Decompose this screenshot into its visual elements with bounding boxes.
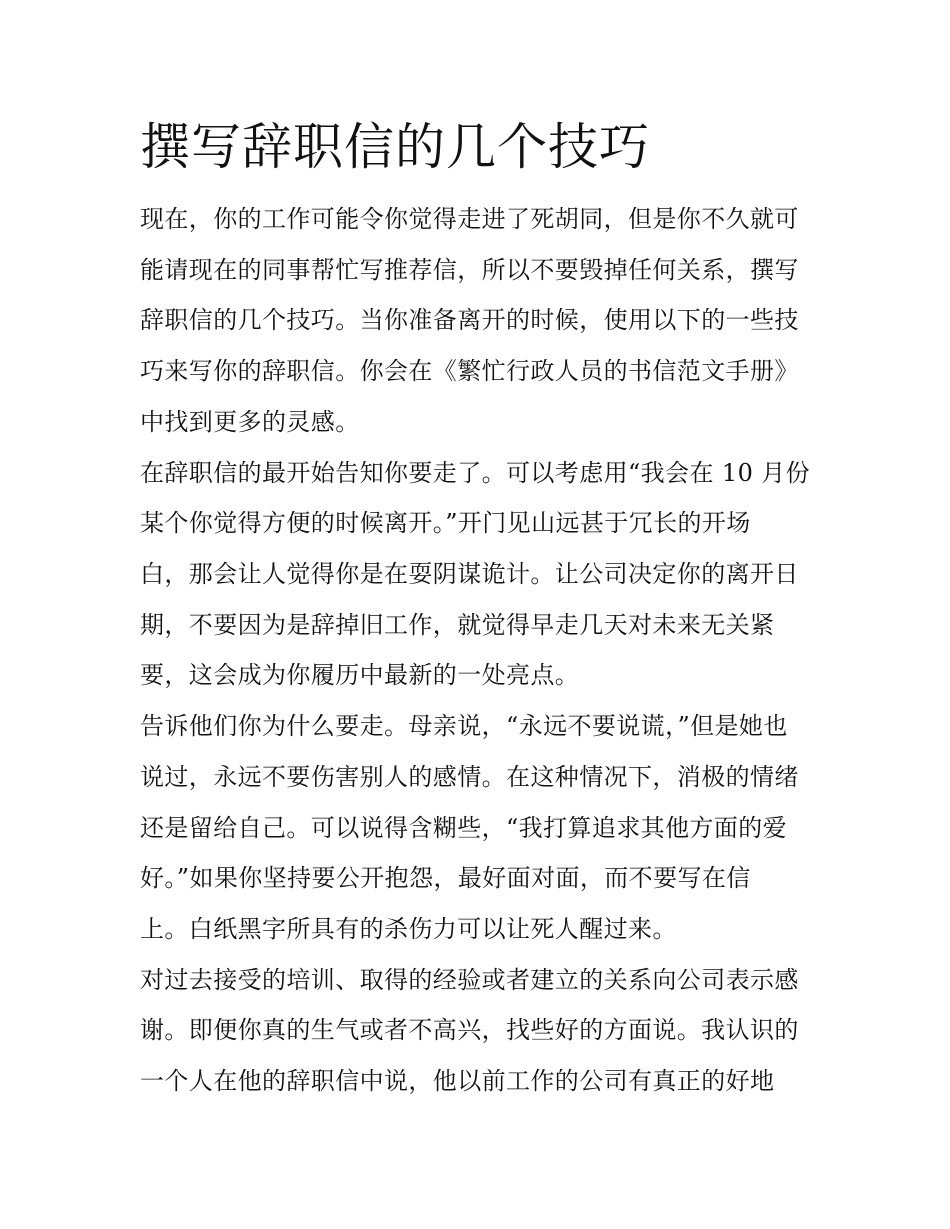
text-line: 告诉他们你为什么要走。母亲说，“永远不要说谎，”但是她也: [140, 712, 788, 740]
text-line: 中找到更多的灵感。: [140, 408, 360, 436]
text-line: 好。”如果你坚持要公开抱怨，最好面对面，而不要写在信: [140, 864, 751, 892]
text-line: 一个人在他的辞职信中说，他以前工作的公司有真正的好地: [140, 1067, 775, 1095]
text-line: 现在，你的工作可能令你觉得走进了死胡同，但是你不久就可: [140, 205, 799, 233]
text-line: 在辞职信的最开始告知你要走了。可以考虑用“我会在 10 月份: [140, 459, 811, 487]
text-line: 某个你觉得方便的时候离开。”开门见山远甚于冗长的开场: [140, 509, 751, 537]
text-line: 能请现在的同事帮忙写推荐信，所以不要毁掉任何关系，撰写: [140, 256, 799, 284]
document-title: 撰写辞职信的几个技巧: [140, 118, 650, 176]
text-line: 要，这会成为你履历中最新的一处亮点。: [140, 661, 580, 689]
text-line: 白，那会让人觉得你是在耍阴谋诡计。让公司决定你的离开日: [140, 560, 799, 588]
text-line: 辞职信的几个技巧。当你准备离开的时候，使用以下的一些技: [140, 306, 799, 334]
text-line: 期，不要因为是辞掉旧工作，就觉得早走几天对未来无关紧: [140, 611, 775, 639]
text-line: 上。白纸黑字所具有的杀伤力可以让死人醒过来。: [140, 915, 677, 943]
text-line: 巧来写你的辞职信。你会在《繁忙行政人员的书信范文手册》: [140, 357, 799, 385]
text-line: 谢。即便你真的生气或者不高兴，找些好的方面说。我认识的: [140, 1016, 799, 1044]
text-line: 还是留给自己。可以说得含糊些，“我打算追求其他方面的爱: [140, 814, 788, 842]
text-line: 对过去接受的培训、取得的经验或者建立的关系向公司表示感: [140, 966, 799, 994]
text-line: 说过，永远不要伤害别人的感情。在这种情况下，消极的情绪: [140, 763, 799, 791]
